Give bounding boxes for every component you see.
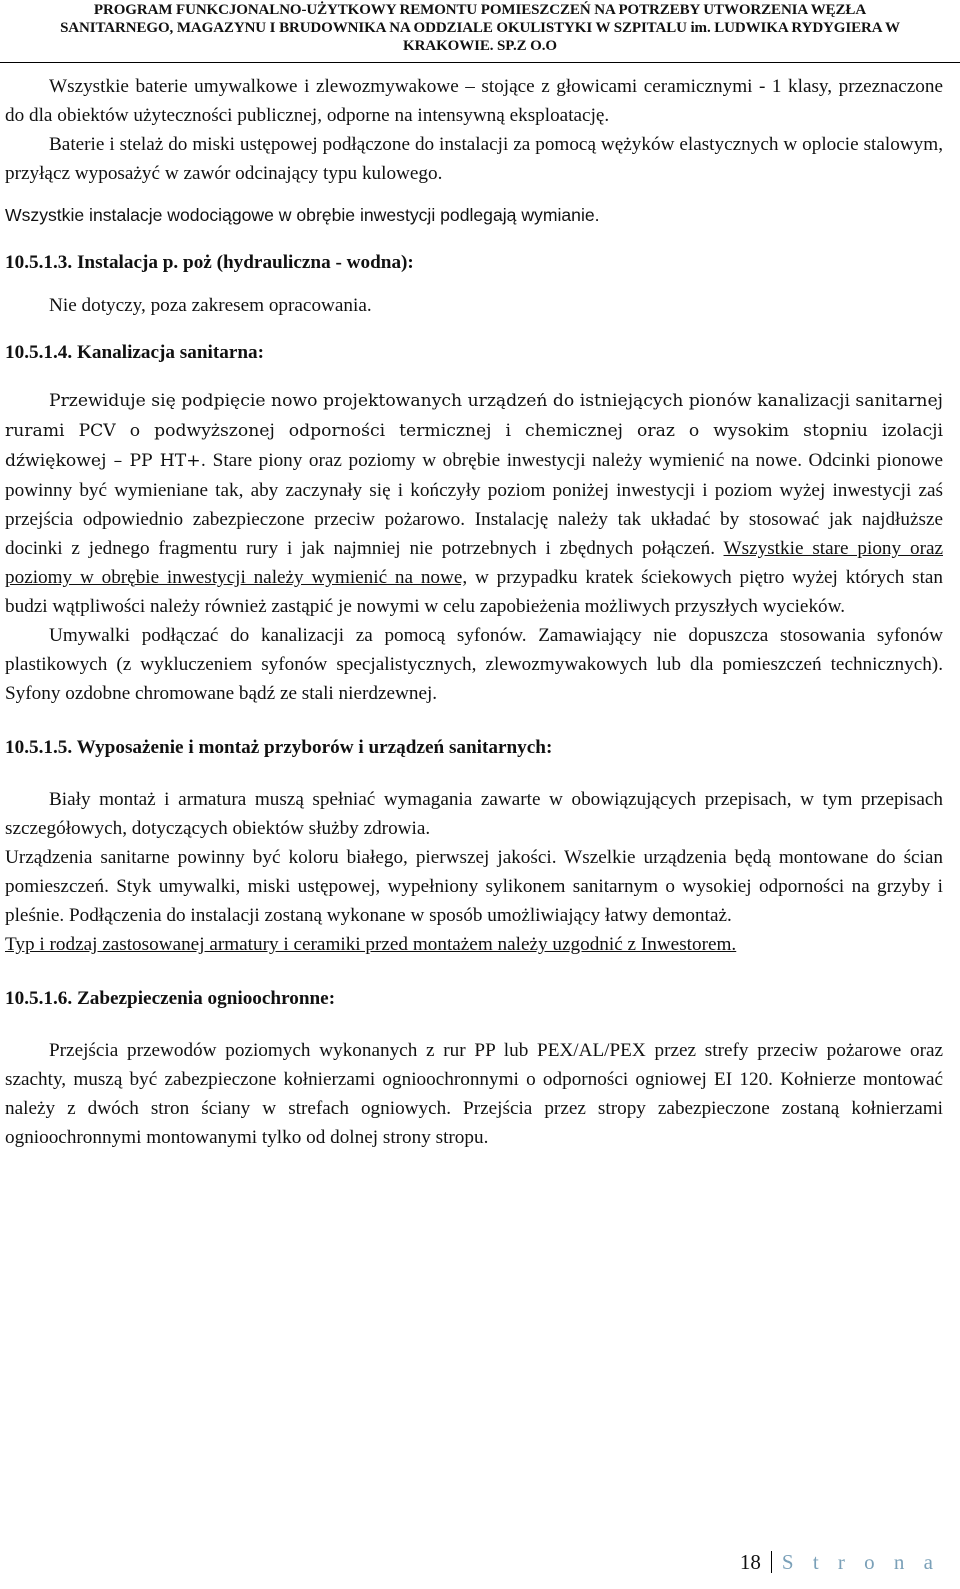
header-divider [0, 62, 960, 63]
sewage-paragraph-2: Umywalki podłączać do kanalizacji za pomocą syfonów. Zamawiający nie dopuszcza stosowania syfonów plastikowych (z wykluczeniem syfonów specjalistycznych, zlewozmywakowych lub dla pomieszczeń technicznych). Syfony ozdobne chromowane bądź ze stali nierdzewnej. [5, 625, 943, 704]
header-line-3: KRAKOWIE. SP.Z O.O [403, 38, 557, 54]
sewage-text-c: w przypadku kratek ściekowych piętro wyżej których stan budzi wątpliwości należy również zastąpić je nowymi w celu zapobieżenia możliwych przyszłych wycieków. [5, 567, 944, 617]
fire-protection-paragraph: Przejścia przewodów poziomych wykonanych z rur PP lub PEX/AL/PEX przez strefy przeciw pożarowe oraz szachty, muszą być zabezpieczone kołnierzami ognioochronnymi o odporności ogniowej EI 120. Kołnierze montować należy z dwóch stron ściany w strefach ogniowych. Przejścia przez stropy zabezpieczone zostaną kołnierzami ognioochronnymi montowanymi tylko od dolnej strony stropu. [5, 1040, 943, 1148]
document-body [5, 72, 943, 1152]
intro-paragraph-1: Wszystkie baterie umywalkowe i zlewozmywakowe – stojące z głowicami ceramicznymi - 1 klasy, przeznaczone do dla obiektów użyteczności publicznej, odporne na intensywną eksploatację. [5, 76, 943, 126]
section-title-sanitary-fixtures: 10.5.1.5. Wyposażenie i montaż przyborów i urządzeń sanitarnych: [5, 737, 553, 758]
header-line-1: PROGRAM FUNKCJONALNO-UŻYTKOWY REMONTU POMIESZCZEŃ NA POTRZEBY UTWORZENIA WĘZŁA [93, 2, 867, 18]
intro-paragraph-3: Wszystkie instalacje wodociągowe w obrębie inwestycji podlegają wymianie. [5, 205, 600, 225]
sewage-paragraph-1 [5, 386, 943, 621]
header-line-2: SANITARNEGO, MAGAZYNU I BRUDOWNIKA NA ODDZIALE OKULISTYKI W SZPITALU im. LUDWIKA RYDYGIERA W [60, 20, 900, 36]
sewage-text-b: Stare piony oraz poziomy w obrębie inwestycji należy wymienić na nowe. Odcinki pionowe powinny być wymieniane tak, aby zaczynały się i kończyły poziom poniżej inwestycji i poziom wyżej inwestycji zaś przejścia odpowiednio zabezpieczone przeciw pożarowo. Instalację należy tak układać by stosować jak najdłuższe docinki z jednego fragmentu rury i jak najmniej nie potrzebnych i zbędnych połączeń. [5, 450, 943, 559]
section-title-fire-hydrant: 10.5.1.3. Instalacja p. poż (hydrauliczna - wodna): [5, 252, 414, 273]
page-label: S t r o n a [781, 1550, 940, 1574]
sewage-text-a: Przewiduje się podpięcie nowo projektowanych urządzeń do istniejących pionów kanalizacji sanitarnej rurami PCV o podwyższonej odporności termicznej i chemicznej oraz o wysokim stopniu izolacji dźwiękowej – PP HT+. [5, 391, 943, 471]
fixtures-paragraph-2: Urządzenia sanitarne powinny być koloru białego, pierwszej jakości. Wszelkie urządzenia będą montowane do ścian pomieszczeń. Styk umywalki, miski ustępowej, wypełniony sylikonem sanitarnym o wysokiej odporności na grzyby i pleśnie. Podłączenia do instalacji zostaną wykonane w sposób umożliwiający łatwy demontaż. [5, 847, 943, 926]
page-number: 18 [739, 1550, 761, 1574]
intro-paragraph-2: Baterie i stelaż do miski ustępowej podłączone do instalacji za pomocą wężyków elastycznych w oplocie stalowym, przyłącz wyposażyć w zawór odcinający typu kulowego. [5, 134, 943, 184]
footer-divider [771, 1551, 772, 1573]
section-title-fire-protection: 10.5.1.6. Zabezpieczenia ognioochronne: [5, 988, 336, 1009]
page-footer [740, 1550, 940, 1575]
document-header [0, 1, 960, 55]
sewage-underlined-text: Wszystkie stare piony oraz poziomy w obrębie inwestycji należy wymienić na nowe, [5, 538, 943, 588]
section-body-fire-hydrant: Nie dotyczy, poza zakresem opracowania. [49, 295, 372, 316]
fixtures-paragraph-3: Typ i rodzaj zastosowanej armatury i ceramiki przed montażem należy uzgodnić z Inwestorem. [5, 934, 737, 955]
section-title-sewage: 10.5.1.4. Kanalizacja sanitarna: [5, 342, 265, 363]
fixtures-paragraph-1: Biały montaż i armatura muszą spełniać wymagania zawarte w obowiązujących przepisach, w tym przepisach szczegółowych, dotyczących obiektów służby zdrowia. [5, 789, 943, 839]
